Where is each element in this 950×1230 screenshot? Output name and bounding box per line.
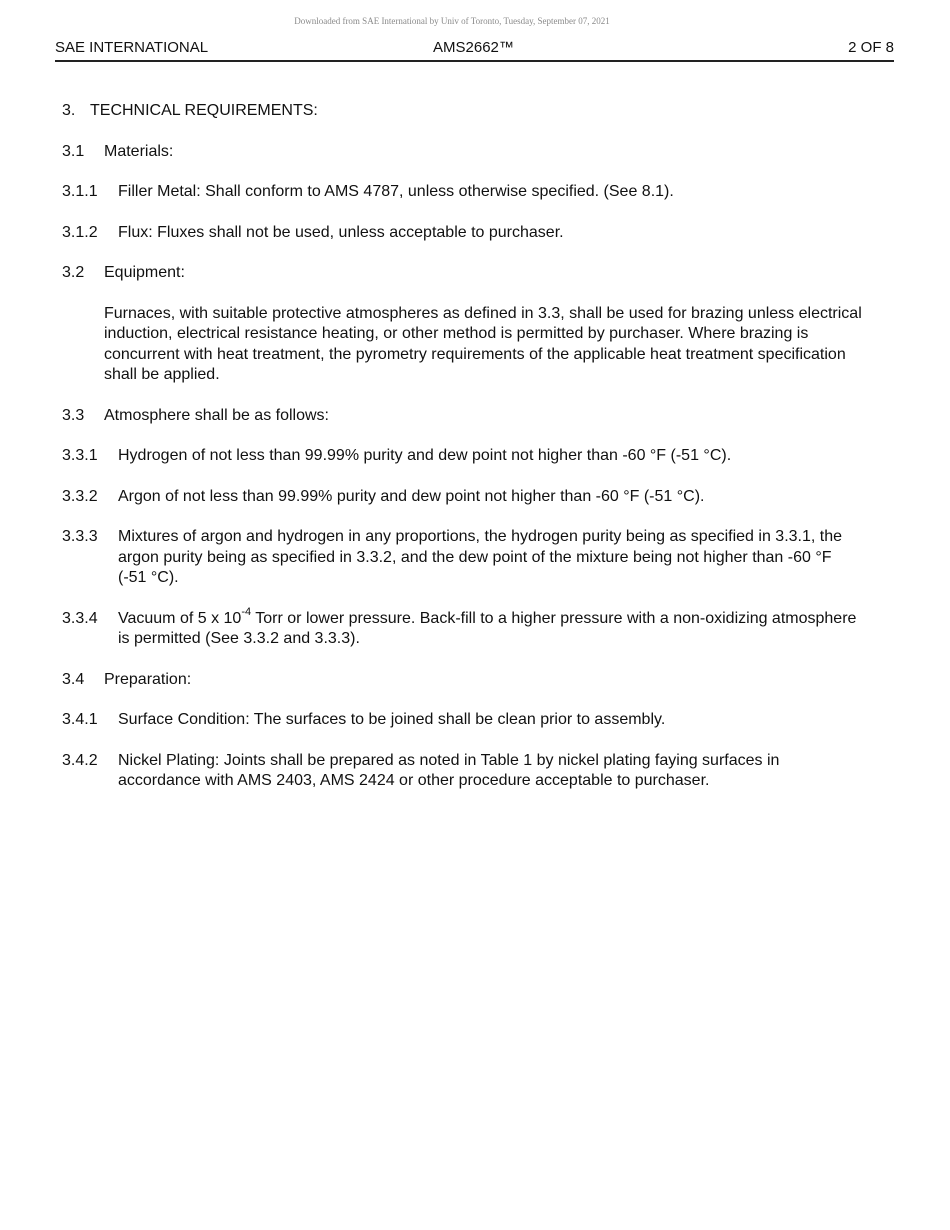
section-text — [118, 606, 857, 648]
section-heading: TECHNICAL REQUIREMENTS: — [90, 102, 318, 119]
section-number: 3.4 — [62, 670, 85, 688]
section-text: Flux: Fluxes shall not be used, unless acceptable to purchaser. — [118, 223, 564, 241]
section-heading: Atmosphere shall be as follows: — [104, 406, 329, 424]
section-text: Hydrogen of not less than 99.99% purity and dew point not higher than -60 °F (-51 °C). — [118, 447, 732, 464]
section-heading: Equipment: — [104, 264, 185, 281]
header-org: SAE INTERNATIONAL — [55, 39, 209, 56]
section-3-3-2 — [62, 487, 862, 508]
section-3-2 — [62, 263, 862, 284]
section-3-1-2 — [62, 223, 862, 244]
header-doc-id: AMS2662™ — [433, 39, 514, 56]
section-number: 3.4.1 — [62, 711, 98, 728]
section-number: 3.1 — [62, 142, 85, 160]
section-number: 3.1.1 — [62, 183, 98, 200]
section-3-3-3 — [62, 527, 862, 589]
section-3-4 — [62, 670, 862, 691]
section-text: Argon of not less than 99.99% purity and dew point not higher than -60 °F (-51 °C). — [118, 487, 705, 505]
section-number: 3.2 — [62, 264, 85, 281]
section-3-1-1 — [62, 182, 862, 203]
section-3-4-1 — [62, 710, 862, 731]
section-number: 3. — [62, 102, 76, 119]
section-number: 3.1.2 — [62, 223, 98, 241]
section-number: 3.3.3 — [62, 528, 98, 545]
section-text: Mixtures of argon and hydrogen in any proportions, the hydrogen purity being as specified in 3.3.1, the argon purity being as specified in 3.3.2, and the dew point of the mixture being not higher than -60 °F (-51 °C). — [118, 528, 843, 586]
section-paragraph: Furnaces, with suitable protective atmospheres as defined in 3.3, shall be used for brazing unless electrical induction, electrical resistance heating, or other method is permitted by purchaser. Where brazing is concurrent with heat treatment, the pyrometry requirements of the applicable heat treatment specification shall be applied. — [104, 304, 862, 383]
section-3-3 — [62, 406, 862, 427]
text-after-exponent: Torr or lower pressure. Back-fill to a higher pressure with a non-oxidizing atmosphere is permitted (See 3.3.2 and 3.3.3). — [118, 609, 857, 647]
section-3-1 — [62, 142, 862, 163]
section-text: Nickel Plating: Joints shall be prepared as noted in Table 1 by nickel plating faying surfaces in accordance with AMS 2403, AMS 2424 or other procedure acceptable to purchaser. — [118, 751, 780, 789]
section-number: 3.3.1 — [62, 447, 98, 464]
section-number: 3.3 — [62, 406, 85, 424]
section-heading: Preparation: — [104, 670, 192, 688]
section-heading: Materials: — [104, 142, 174, 160]
section-text: Filler Metal: Shall conform to AMS 4787, unless otherwise specified. (See 8.1). — [118, 183, 674, 200]
section-3-3-4 — [62, 606, 862, 650]
section-number: 3.4.2 — [62, 751, 98, 769]
page-header — [55, 38, 894, 62]
download-watermark: Downloaded from SAE International by Univ of Toronto, Tuesday, September 07, 2021 — [294, 16, 610, 26]
section-number: 3.3.4 — [62, 609, 98, 627]
section-number: 3.3.2 — [62, 487, 98, 505]
document-body — [62, 101, 862, 812]
section-text: Surface Condition: The surfaces to be joined shall be clean prior to assembly. — [118, 711, 666, 728]
section-3-4-2 — [62, 751, 862, 792]
section-3-3-1 — [62, 446, 862, 467]
section-3-2-body — [62, 304, 862, 386]
text-before-exponent: Vacuum of 5 x 10 — [118, 609, 242, 627]
header-page-number: 2 OF 8 — [848, 39, 894, 56]
exponent: -4 — [241, 606, 252, 619]
section-3 — [62, 101, 862, 122]
